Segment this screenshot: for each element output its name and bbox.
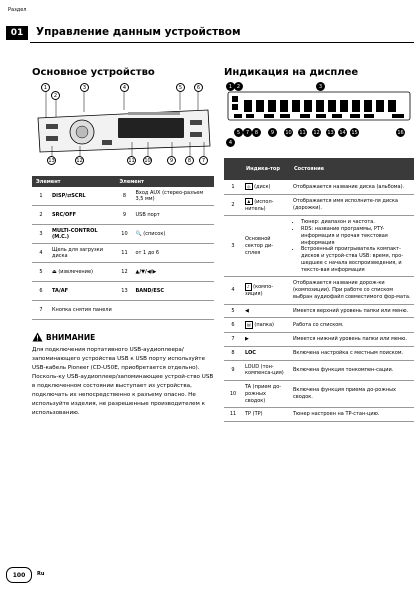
item-number: 8 — [224, 346, 242, 360]
item-label: 🔍 (список) — [133, 225, 214, 244]
item-label: DISP/⇄SCRL — [50, 187, 115, 206]
item-number: 7 — [224, 333, 242, 347]
display-callout-9: 9 — [268, 128, 277, 137]
item-number: 11 — [224, 408, 242, 422]
indicator-label: ▶ — [242, 333, 290, 347]
table-header: Индика-тор — [242, 158, 290, 180]
table-header: Элемент — [115, 176, 214, 187]
item-number: 1 — [32, 187, 50, 206]
warning-triangle-icon — [32, 332, 43, 342]
list-item: • RDS: название программы, PTY-информация и прочая текстовая информация — [301, 226, 411, 246]
indicator-label: ◀ — [242, 304, 290, 318]
item-number: 3 — [32, 225, 50, 244]
indicator-state: Работа со списком. — [290, 318, 414, 333]
indicator-label: TA (прием до-рожных сводок) — [242, 381, 290, 408]
table-row — [32, 225, 214, 244]
display-callout-13: 13 — [327, 129, 334, 136]
indicator-label: ◎ (диск) — [242, 180, 290, 194]
item-number: 2 — [224, 194, 242, 216]
indicator-state — [290, 216, 414, 277]
table-row — [224, 333, 414, 347]
item-label — [133, 301, 214, 320]
section-label: Раздел — [8, 7, 27, 13]
display-heading: Индикация на дисплее — [224, 67, 359, 78]
indicator-label: ♪ (компо-зиция) — [242, 277, 290, 304]
disc-icon: ◎ — [247, 184, 251, 189]
table-row — [32, 187, 214, 206]
indicator-state: Отображается имя исполните-ля диска (дорожки). — [290, 194, 414, 216]
callout-12: 12 — [76, 157, 83, 164]
display-callout-4: 4 — [226, 138, 235, 147]
table-row — [32, 263, 214, 282]
item-number: 3 — [224, 216, 242, 277]
table-row — [32, 282, 214, 301]
table-row — [224, 216, 414, 277]
item-number: 10 — [115, 225, 133, 244]
item-label: USB порт — [133, 206, 214, 225]
table-row — [224, 318, 414, 333]
item-label: ▲/▼/◀/▶ — [133, 263, 214, 282]
display-table — [224, 158, 414, 422]
artist-icon: ♟ — [247, 198, 251, 204]
indicator-state: Тюнер настроен на TP-стан-цию. — [290, 408, 414, 422]
table-row — [224, 180, 414, 194]
indicator-label: ♟ (испол-нитель) — [242, 194, 290, 216]
chapter-divider — [30, 42, 414, 43]
display-callout-12: 12 — [313, 129, 320, 136]
table-row — [224, 346, 414, 360]
table-row — [32, 244, 214, 263]
display-callout-10: 10 — [285, 129, 292, 136]
page-language: Ru — [37, 571, 45, 577]
item-number: 6 — [32, 282, 50, 301]
indicator-state: Отображается название дорож-ки (композиции). При работе со списком выбран аудиофайл совместимого фор-мата. — [290, 277, 414, 304]
callout-8: 8 — [185, 156, 194, 165]
item-number: 5 — [224, 304, 242, 318]
indicator-label: TP (TP) — [242, 408, 290, 422]
table-row — [224, 194, 414, 216]
item-number: 9 — [115, 206, 133, 225]
display-callout-1: 1 — [226, 82, 235, 91]
item-number: 8 — [115, 187, 133, 206]
item-label: Вход AUX (стерео-разъем 3,5 мм) — [133, 187, 214, 206]
warning-title: ВНИМАНИЕ — [46, 332, 96, 342]
display-callout-11: 11 — [299, 129, 306, 136]
callout-13: 13 — [48, 157, 55, 164]
chapter-title: Управление данным устройством — [36, 26, 241, 38]
list-item: • Встроенный проигрыватель компакт-дисков и устрой-ства USB: время, про-шедшее с начала воспроизведения, и тексто-вая информация — [301, 246, 411, 273]
item-number: 7 — [32, 301, 50, 320]
indicator-state: Имеется нижний уровень папки или меню. — [290, 333, 414, 347]
item-label: от 1 до 6 — [133, 244, 214, 263]
item-number: 2 — [32, 206, 50, 225]
table-header: Состояние — [290, 158, 414, 180]
item-number: 13 — [115, 282, 133, 301]
warning-text: Для подключения портативного USB-аудиоплеера/запоминающего устройства USB к USB порту используйте USB-кабель Pioneer (CD-U50E, приобретается отдельно). Посколь-ку USB-аудиоплеер/запоминающее устрой-ство USB в подключенном состоянии выступает из устройства, подключать их непосредственно к разъему опасно. Не используйте изделия, не разрешенные производителем к использованию. — [32, 347, 214, 417]
item-label: Щель для загрузки диска — [50, 244, 115, 263]
indicator-label: ▤ (папка) — [242, 318, 290, 333]
display-callout-15: 15 — [351, 129, 358, 136]
table-header-row — [224, 158, 414, 180]
display-callout-8: 8 — [252, 128, 261, 137]
music-note-icon: ♪ — [247, 284, 250, 290]
indicator-state: Имеется верхний уровень папки или меню. — [290, 304, 414, 318]
callout-9: 9 — [167, 156, 176, 165]
callout-10: 10 — [144, 157, 151, 164]
item-label: MULTI-CONTROL (M.C.) — [50, 225, 115, 244]
item-label: ⏏ (извлечение) — [50, 263, 115, 282]
display-callout-2: 2 — [234, 82, 243, 91]
display-callout-16: 16 — [397, 129, 404, 136]
warning-title-block — [32, 332, 95, 342]
main-unit-heading: Основное устройство — [32, 67, 155, 78]
item-label: TA/AF — [50, 282, 115, 301]
table-row — [224, 304, 414, 318]
table-row — [32, 206, 214, 225]
indicator-label: LOUD (тон-компенса-ция) — [242, 360, 290, 381]
callout-4: 4 — [120, 83, 129, 92]
display-callout-7: 7 — [243, 128, 252, 137]
item-number: 1 — [224, 180, 242, 194]
indicator-label: LOC — [242, 346, 290, 360]
chapter-number: 01 — [6, 26, 28, 40]
list-item: • Тюнер: диапазон и частота. — [301, 219, 411, 226]
display-callout-14: 14 — [339, 129, 346, 136]
table-row — [224, 360, 414, 381]
indicator-state: Включена настройка с местным поиском. — [290, 346, 414, 360]
item-number: 10 — [224, 381, 242, 408]
callout-6: 6 — [194, 83, 203, 92]
item-number: 12 — [115, 263, 133, 282]
display-callout-3: 3 — [316, 82, 325, 91]
item-number: 5 — [32, 263, 50, 282]
indicator-state: Включена функция приема до-рожных сводок. — [290, 381, 414, 408]
item-number: 4 — [32, 244, 50, 263]
item-number — [115, 301, 133, 320]
table-row — [224, 381, 414, 408]
callout-1: 1 — [41, 83, 50, 92]
indicator-state: Отображается название диска (альбома). — [290, 180, 414, 194]
indicator-state: Включена функция тонкомпен-сации. — [290, 360, 414, 381]
page-number: 100 — [6, 567, 32, 583]
item-label: SRC/OFF — [50, 206, 115, 225]
item-number: 11 — [115, 244, 133, 263]
item-label: BAND/ESC — [133, 282, 214, 301]
display-illustration — [224, 82, 414, 150]
main-unit-table — [32, 176, 214, 320]
callout-7: 7 — [199, 156, 208, 165]
display-callout-5: 5 — [234, 128, 243, 137]
item-label: Кнопка снятия панели — [50, 301, 115, 320]
callout-2: 2 — [51, 91, 60, 100]
callout-11: 11 — [128, 157, 135, 164]
indicator-label: Основной сектор ди-сплея — [242, 216, 290, 277]
item-number: 9 — [224, 360, 242, 381]
folder-icon: ▤ — [247, 322, 251, 328]
item-number: 6 — [224, 318, 242, 333]
item-number: 4 — [224, 277, 242, 304]
table-row — [32, 301, 214, 320]
table-header: Элемент — [32, 176, 115, 187]
table-header-row — [32, 176, 214, 187]
table-row — [224, 408, 414, 422]
callout-3: 3 — [80, 83, 89, 92]
callout-5: 5 — [176, 83, 185, 92]
table-row — [224, 277, 414, 304]
